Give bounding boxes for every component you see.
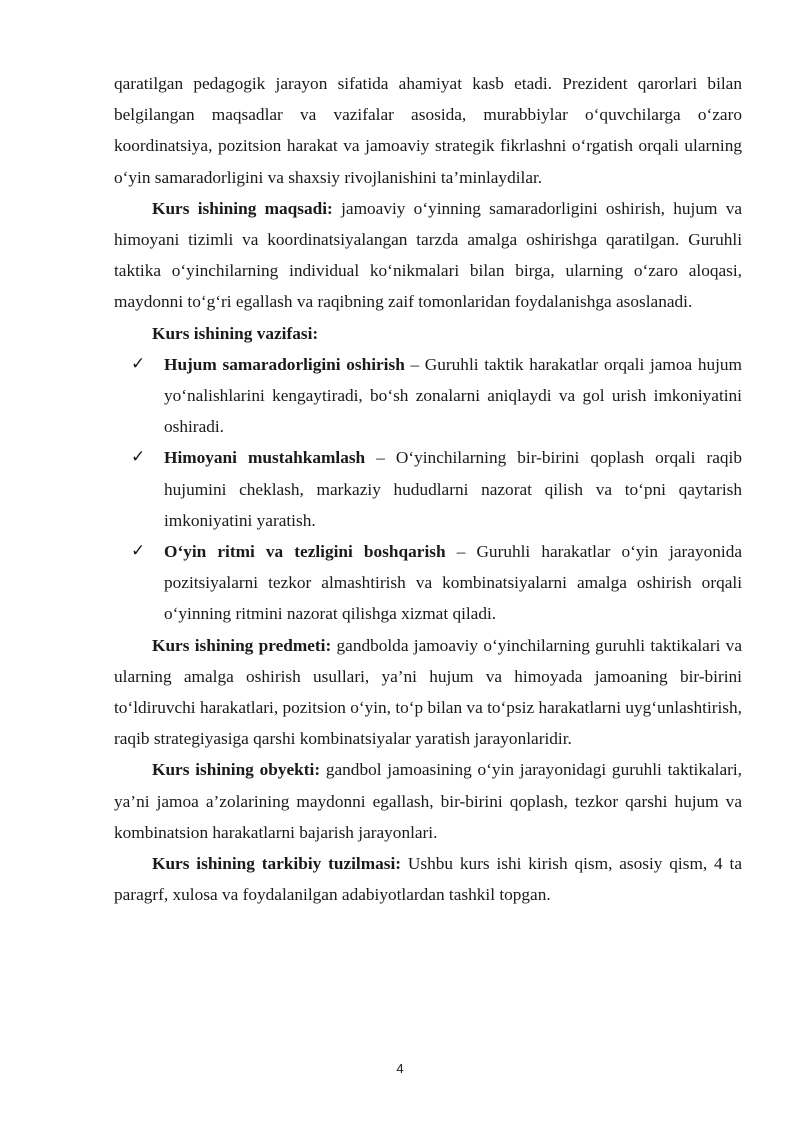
paragraph-intro: qaratilgan pedagogik jarayon sifatida ahamiyat kasb etadi. Prezident qarorlari bilan belgilangan maqsadlar va vazifalar asosida, murabbiylar o‘quvchilarga o‘zaro koordinatsiya, pozitsion harakat va jamoaviy strategik fikrlashni o‘rgatish orqali ularning o‘yin samaradorligini va shaxsiy rivojlanishini ta’minlaydilar. (114, 74, 742, 187)
task-item-2 (114, 442, 742, 536)
checkmark-icon: ✓ (131, 447, 146, 468)
structure-label: Kurs ishining tarkibiy tuzilmasi: (152, 854, 402, 874)
task-item-1 (114, 349, 742, 443)
object-text: gandbol jamoasining o‘yin jarayonidagi guruhli taktikalari, ya’ni jamoa a’zolarining maydonni egallash, bir-birini qoplash, tezkor qarshi hujum va kombinatsion harakatlarni bajarish jarayonlari. (114, 760, 742, 842)
goal-label: Kurs ishining maqsadi: (152, 198, 333, 218)
checkmark-icon: ✓ (131, 541, 146, 562)
task-title: Hujum samaradorligini oshirish (164, 354, 405, 374)
task-title: Himoyani mustahkamlash (164, 448, 366, 468)
goal-text: jamoaviy o‘yinning samaradorligini oshirish, hujum va himoyani tizimli va koordinatsiyalangan tarzda amalga oshirishga qaratilgan. Guruhli taktika o‘yinchilarning individual ko‘nikmalari bilan birga, ularning o‘zaro aloqasi, maydonni to‘g‘ri egallash va raqibning zaif tomonlaridan foydalanishga asoslanadi. (114, 198, 743, 312)
task-text: – Guruhli taktik harakatlar orqali jamoa hujum yo‘nalishlarini kengaytiradi, bo‘sh zonalarni aniqlaydi va gol urish imkoniyatini oshiradi. (164, 354, 742, 437)
subject-text: gandbolda jamoaviy o‘yinchilarning guruhli taktikalari va ularning amalga oshirish usullari, ya’ni hujum va himoyada jamoaning bir-birini to‘ldiruvchi harakatlari, pozitsion o‘yin, to‘p bilan va to‘psiz harakatlarni uyg‘unlashtirish, raqib strategiyasiga qarshi kombinatsiyalar yaratish jarayonlaridir. (114, 635, 742, 749)
paragraph-subject (114, 630, 742, 755)
task-title: O‘yin ritmi va tezligini boshqarish (164, 542, 446, 562)
task-text: – Guruhli harakatlar o‘yin jarayonida pozitsiyalarni tezkor almashtirish va kombinatsiyalarni amalga oshirish orqali o‘yinning ritmini nazorat qilishga xizmat qiladi. (164, 542, 743, 624)
subject-label: Kurs ishining predmeti: (152, 635, 332, 655)
tasks-heading (114, 318, 742, 349)
task-item-3 (114, 536, 742, 630)
paragraph-structure (114, 848, 742, 910)
paragraph-goal (114, 193, 742, 318)
task-text: – O‘yinchilarning bir-birini qoplash orqali raqib hujumini cheklash, markaziy hududlarni nazorat qilish va to‘pni qaytarish imkoniyatini yaratish. (164, 448, 742, 530)
page-number: 4 (396, 1061, 404, 1076)
paragraph-object (114, 754, 742, 848)
body-text (114, 68, 742, 910)
tasks-label: Kurs ishining vazifasi: (152, 323, 319, 343)
structure-text: Ushbu kurs ishi kirish qism, asosiy qism, 4 ta paragrf, xulosa va foydalanilgan adabiyotlardan tashkil topgan. (114, 854, 743, 905)
object-label: Kurs ishining obyekti: (152, 760, 321, 780)
checkmark-icon: ✓ (131, 353, 146, 374)
